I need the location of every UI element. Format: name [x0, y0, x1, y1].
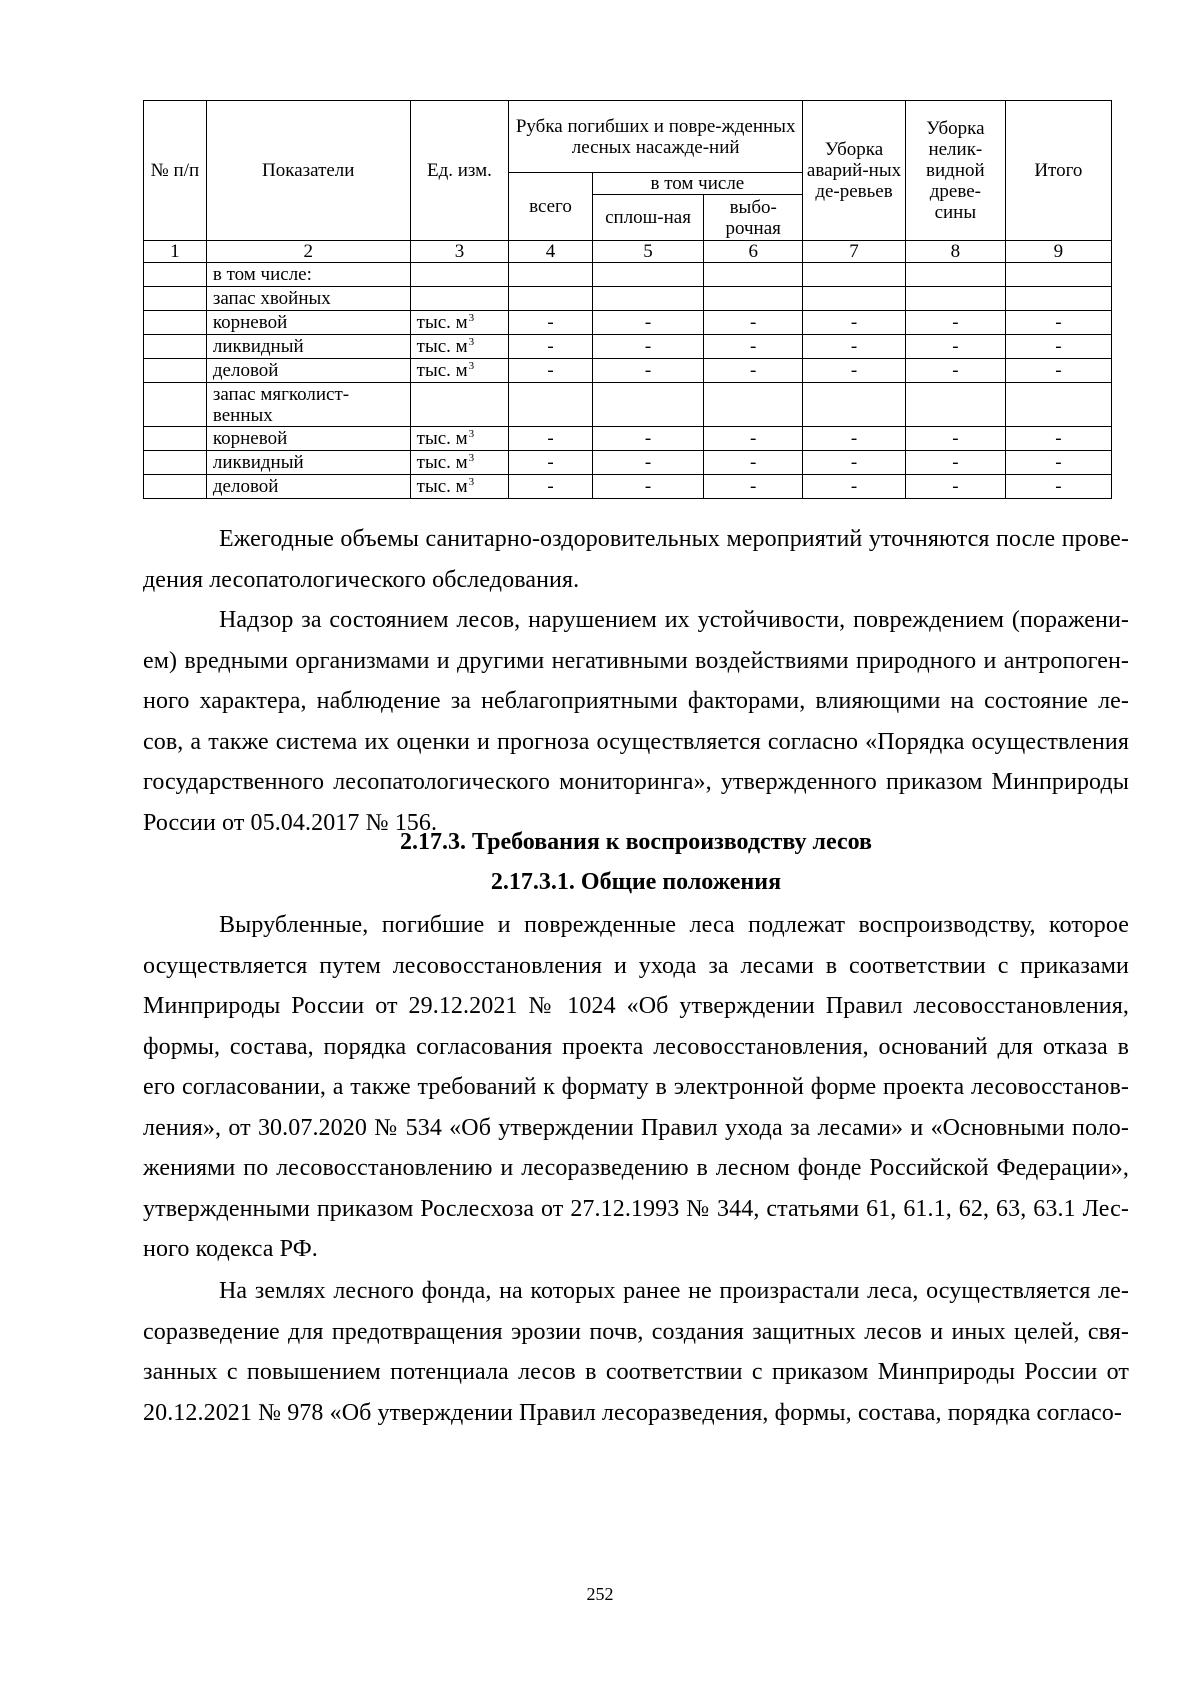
column-number-cell: 4: [509, 241, 592, 263]
value-cell: -: [906, 427, 1006, 451]
row-num-cell: [144, 383, 207, 427]
value-cell: -: [906, 451, 1006, 475]
row-num-cell: [144, 475, 207, 499]
header-felling-group: Рубка погибших и повре-жденных лесных насажде-ний: [509, 101, 803, 173]
value-cell: -: [509, 311, 592, 335]
unit-superscript: 3: [468, 452, 475, 464]
row-unit: [410, 427, 509, 451]
header-clear-felling: сплош-ная: [592, 195, 704, 241]
value-cell: -: [1005, 335, 1111, 359]
row-num-cell: [144, 287, 207, 311]
row-unit: [410, 335, 509, 359]
header-total: всего: [509, 173, 592, 241]
value-cell: -: [803, 311, 906, 335]
unit-superscript: 3: [468, 336, 475, 348]
value-cell: -: [704, 359, 803, 383]
row-num-cell: [144, 311, 207, 335]
row-label: ликвидный: [206, 451, 410, 475]
row-num-cell: [144, 359, 207, 383]
table-row: [144, 427, 1112, 451]
paragraph-reproduction: Вырубленные, погибшие и поврежденные леса подлежат воспроизводству, которое осуществляется путем лесовосстановления и ухода за лесами в соответствии с приказами Минприроды России от 29.12.2021 № 1024 «Об утверждении Правил лесовосстановления, формы, состава, порядка согласования проекта лесовосстановления, оснований для отказа в его согласовании, а также требований к формату в электронной форме проекта лесовосстанов-ления», от 30.07.2020 № 534 «Об утверждении Правил ухода за лесами» и «Основными поло-жениями по лесовосстановлению и лесоразведению в лесном фонде Российской Федерации», утвержденными приказом Рослесхоза от 27.12.1993 № 344, статьями 61, 61.1, 62, 63, 63.1 Лес-ного кодекса РФ.: [143, 912, 1129, 1262]
unit-text: тыс. м: [416, 428, 468, 449]
column-number-cell: 7: [803, 241, 906, 263]
value-cell: -: [906, 311, 1006, 335]
value-cell: -: [509, 427, 592, 451]
row-unit: [410, 263, 509, 287]
value-cell: -: [906, 359, 1006, 383]
column-number-cell: 9: [1005, 241, 1111, 263]
value-cell: -: [592, 359, 704, 383]
unit-superscript: 3: [468, 428, 475, 440]
header-including: в том числе: [592, 173, 802, 195]
table-row: [144, 287, 1112, 311]
forest-sanitation-table: [143, 100, 1112, 499]
paragraph-forest-supervision: Надзор за состоянием лесов, нарушением их устойчивости, повреждением (поражени-ем) вредными организмами и другими негативными воздействиями природного и антропоген-ного характера, наблюдение за неблагоприятными факторами, влияющими на состояние ле-сов, а также система их оценки и прогноза осуществляется согласно «Порядка осуществления государственного лесопатологического мониторинга», утвержденного приказом Минприроды России от 05.04.2017 № 156.: [143, 607, 1129, 836]
value-cell: -: [803, 427, 906, 451]
page-number: 252: [586, 1584, 614, 1604]
value-cell: -: [906, 335, 1006, 359]
row-unit: [410, 359, 509, 383]
value-cell: [906, 263, 1006, 287]
value-cell: -: [592, 451, 704, 475]
value-cell: -: [592, 475, 704, 499]
row-num-cell: [144, 427, 207, 451]
value-cell: [592, 383, 704, 427]
row-num-cell: [144, 451, 207, 475]
unit-text: тыс. м: [416, 312, 468, 333]
row-label: деловой: [206, 359, 410, 383]
value-cell: -: [509, 451, 592, 475]
row-label: ликвидный: [206, 335, 410, 359]
value-cell: -: [1005, 475, 1111, 499]
value-cell: -: [704, 475, 803, 499]
value-cell: [704, 287, 803, 311]
row-num-cell: [144, 263, 207, 287]
value-cell: -: [704, 427, 803, 451]
value-cell: -: [803, 451, 906, 475]
table-row: [144, 359, 1112, 383]
row-unit: [410, 287, 509, 311]
value-cell: -: [592, 335, 704, 359]
value-cell: [803, 383, 906, 427]
header-num: № п/п: [144, 101, 207, 241]
value-cell: [803, 287, 906, 311]
column-number-cell: 3: [410, 241, 509, 263]
header-indicators: Показатели: [206, 101, 410, 241]
value-cell: [509, 287, 592, 311]
row-label: запас мягколист-венных: [206, 383, 410, 427]
row-label: корневой: [206, 427, 410, 451]
value-cell: [704, 263, 803, 287]
value-cell: [592, 263, 704, 287]
column-number-cell: 8: [906, 241, 1006, 263]
row-unit: [410, 311, 509, 335]
column-number-cell: 6: [704, 241, 803, 263]
value-cell: -: [1005, 311, 1111, 335]
header-total-result: Итого: [1005, 101, 1111, 241]
table-row: [144, 335, 1112, 359]
value-cell: -: [509, 475, 592, 499]
row-label: в том числе:: [206, 263, 410, 287]
paragraph-annual-volumes: Ежегодные объемы санитарно-оздоровительных мероприятий уточняются после прове-дения лесопатологического обследования.: [143, 526, 1129, 593]
unit-superscript: 3: [468, 312, 475, 324]
value-cell: -: [509, 335, 592, 359]
header-emergency-trees: Уборка аварий-ных де-ревьев: [803, 101, 906, 241]
row-unit: [410, 475, 509, 499]
column-number-cell: 5: [592, 241, 704, 263]
value-cell: [704, 383, 803, 427]
value-cell: -: [704, 311, 803, 335]
value-cell: [592, 287, 704, 311]
value-cell: -: [509, 359, 592, 383]
value-cell: -: [803, 335, 906, 359]
value-cell: [803, 263, 906, 287]
header-unit: Ед. изм.: [410, 101, 509, 241]
table-row: [144, 383, 1112, 427]
unit-text: тыс. м: [416, 452, 468, 473]
value-cell: -: [704, 451, 803, 475]
table-row: [144, 311, 1112, 335]
value-cell: -: [803, 359, 906, 383]
value-cell: [509, 263, 592, 287]
paragraph-afforestation: На землях лесного фонда, на которых ранее не произрастали леса, осуществляется ле-соразведение для предотвращения эрозии почв, создания защитных лесов и иных целей, свя-занных с повышением потенциала лесов в соответствии с приказом Минприроды России от 20.12.2021 № 978 «Об утверждении Правил лесоразведения, формы, состава, порядка согласо-: [143, 1278, 1129, 1426]
column-number-cell: 2: [206, 241, 410, 263]
value-cell: -: [704, 335, 803, 359]
header-nonliquid-wood: Уборка нелик-видной древе-сины: [906, 101, 1006, 241]
header-selective-felling: выбо-рочная: [704, 195, 803, 241]
row-label: деловой: [206, 475, 410, 499]
value-cell: -: [592, 427, 704, 451]
table-row: [144, 475, 1112, 499]
value-cell: -: [1005, 451, 1111, 475]
row-num-cell: [144, 335, 207, 359]
unit-text: тыс. м: [416, 476, 468, 497]
value-cell: -: [1005, 359, 1111, 383]
value-cell: [906, 287, 1006, 311]
row-unit: [410, 383, 509, 427]
unit-text: тыс. м: [416, 360, 468, 381]
subsection-heading: 2.17.3.1. Общие положения: [490, 869, 782, 895]
value-cell: [509, 383, 592, 427]
unit-superscript: 3: [468, 476, 475, 488]
value-cell: -: [592, 311, 704, 335]
value-cell: [1005, 263, 1111, 287]
column-number-row: [144, 241, 1112, 263]
value-cell: -: [1005, 427, 1111, 451]
section-heading: 2.17.3. Требования к воспроизводству лесов: [400, 829, 872, 855]
value-cell: -: [803, 475, 906, 499]
row-label: запас хвойных: [206, 287, 410, 311]
column-number-cell: 1: [144, 241, 207, 263]
unit-text: тыс. м: [416, 336, 468, 357]
value-cell: [1005, 287, 1111, 311]
row-unit: [410, 451, 509, 475]
table-row: [144, 263, 1112, 287]
value-cell: -: [906, 475, 1006, 499]
unit-superscript: 3: [468, 360, 475, 372]
table-row: [144, 451, 1112, 475]
row-label: корневой: [206, 311, 410, 335]
value-cell: [1005, 383, 1111, 427]
value-cell: [906, 383, 1006, 427]
